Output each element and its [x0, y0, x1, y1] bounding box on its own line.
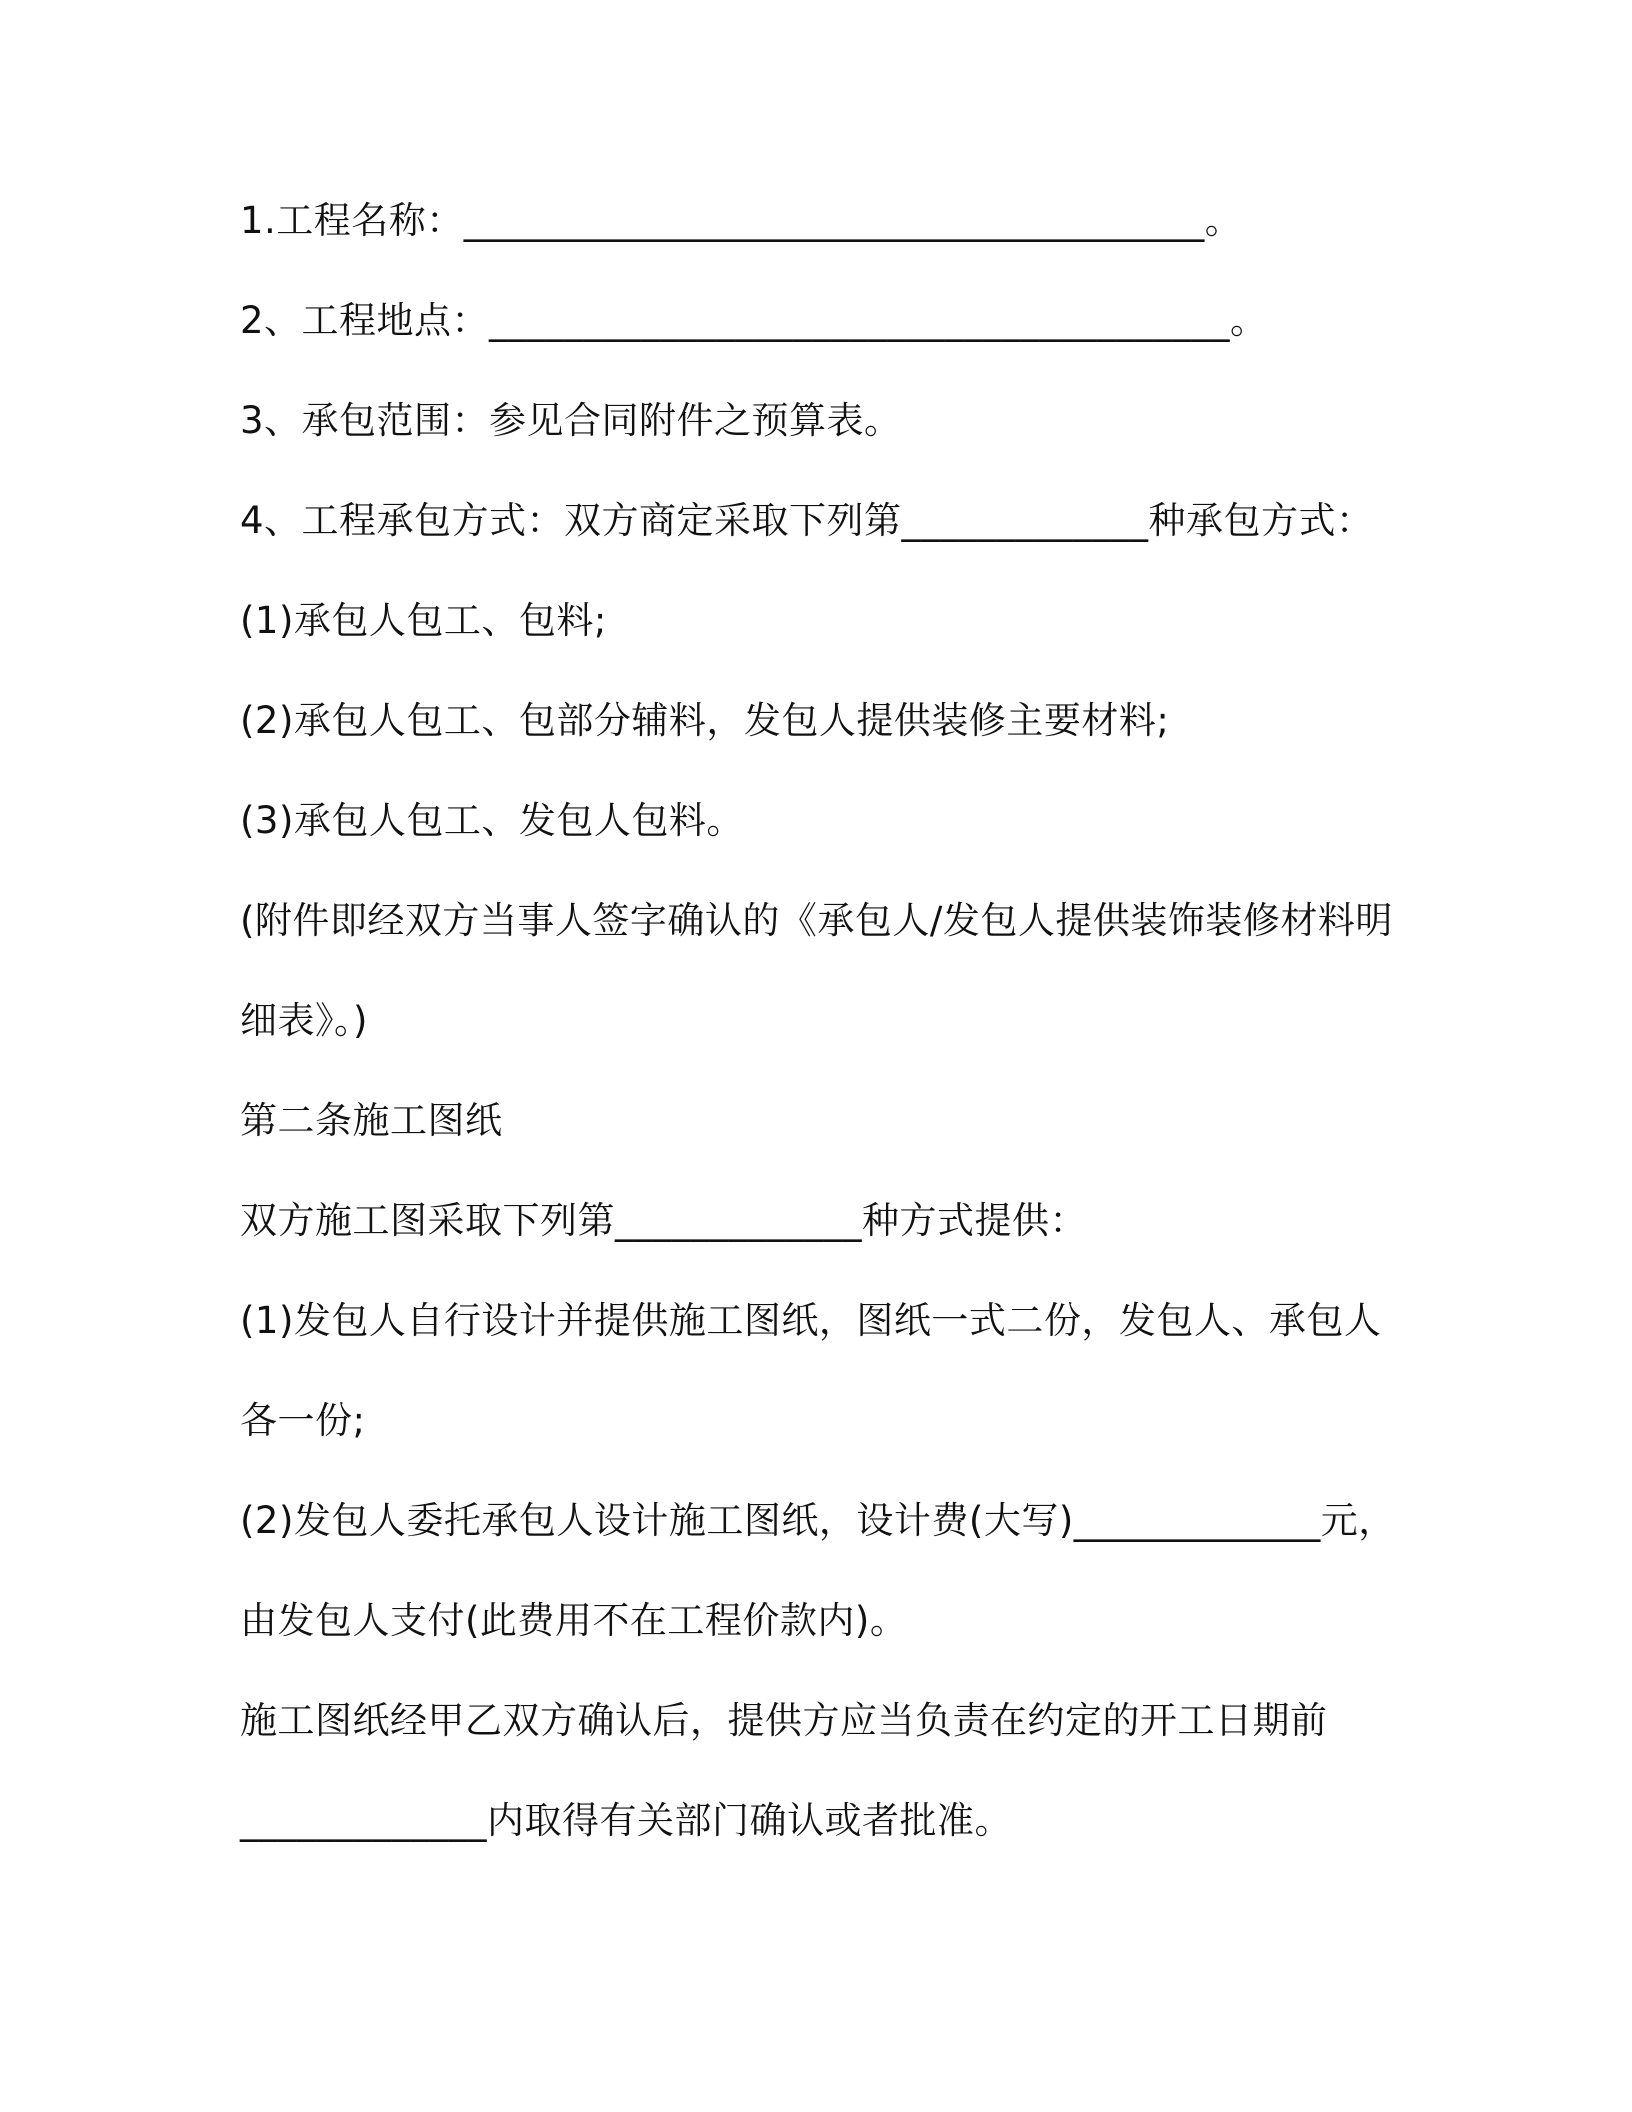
approval-line-2: _____________内取得有关部门确认或者批准。	[240, 1799, 1012, 1842]
method-option-1: (1)承包人包工、包料;	[240, 599, 607, 642]
drawing-option-1-line-1: (1)发包人自行设计并提供施工图纸，图纸一式二份，发包人、承包人	[240, 1299, 1382, 1342]
attachment-note-line-2: 细表》。)	[240, 999, 368, 1042]
drawing-option-2-line-1: (2)发包人委托承包人设计施工图纸，设计费(大写)_____________元，	[240, 1499, 1396, 1542]
project-name-line: 1.工程名称：_______________________________________。	[240, 199, 1243, 242]
project-location-line: 2、工程地点：_______________________________________。	[240, 299, 1268, 342]
drawing-option-1-line-2: 各一份;	[240, 1399, 366, 1442]
contract-scope-line: 3、承包范围：参见合同附件之预算表。	[240, 399, 902, 442]
method-option-2: (2)承包人包工、包部分辅料，发包人提供装修主要材料;	[240, 699, 1170, 742]
drawing-method-line: 双方施工图采取下列第_____________种方式提供：	[240, 1199, 1087, 1242]
contract-method-line: 4、工程承包方式：双方商定采取下列第_____________种承包方式：	[240, 499, 1374, 542]
approval-line-1: 施工图纸经甲乙双方确认后，提供方应当负责在约定的开工日期前	[240, 1699, 1328, 1742]
drawing-option-2-line-2: 由发包人支付(此费用不在工程价款内)。	[240, 1599, 908, 1642]
method-option-3: (3)承包人包工、发包人包料。	[240, 799, 744, 842]
section-heading-drawings: 第二条施工图纸	[240, 1099, 503, 1142]
attachment-note-line-1: (附件即经双方当事人签字确认的《承包人/发包人提供装饰装修材料明	[240, 899, 1393, 942]
